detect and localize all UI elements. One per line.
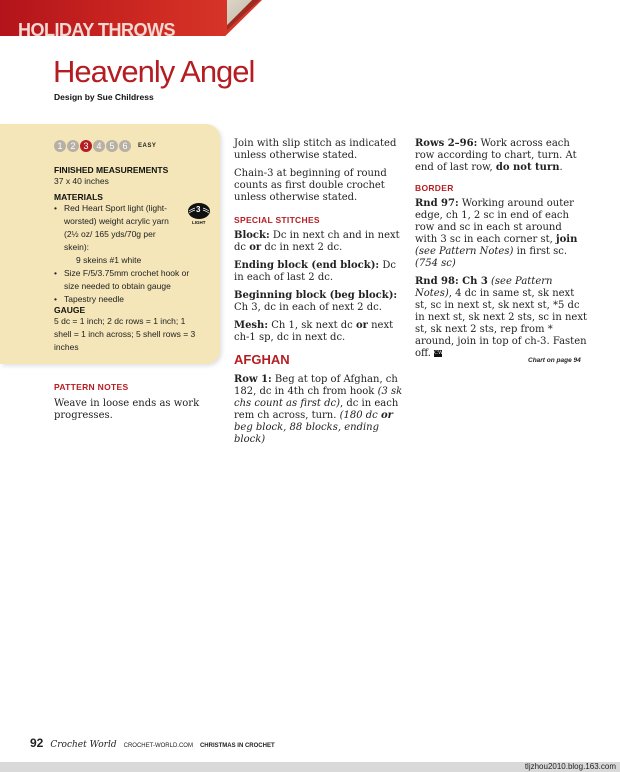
pattern-notes-heading: PATTERN NOTES	[54, 382, 129, 392]
chart-reference-link[interactable]: Chart on page 94	[528, 357, 581, 364]
row-term: Row 1:	[234, 374, 272, 385]
magazine-name: Crochet World	[50, 740, 117, 750]
stitch-or: or	[355, 320, 368, 331]
end-of-pattern-icon: CW	[434, 350, 444, 356]
row-italic: (3 sk chs count as first dc)	[234, 386, 403, 409]
page-number: 92	[30, 736, 44, 750]
stitch-text: Ch 1, sk next dc	[271, 320, 353, 331]
row-count: beg block, 88 blocks, ending block)	[234, 422, 380, 445]
skill-level-5: 5	[106, 140, 118, 152]
watermark: tljzhou2010.blog.163.com	[524, 762, 616, 771]
row-count: (180 dc	[339, 410, 378, 421]
stitch-or: or	[249, 242, 262, 253]
page-footer	[30, 736, 275, 750]
pattern-title: Heavenly Angel	[53, 54, 255, 89]
yarn-weight-icon	[186, 202, 212, 226]
gauge-heading: GAUGE	[54, 305, 86, 315]
skill-level-label: EASY	[138, 143, 157, 149]
skill-level-1: 1	[54, 140, 66, 152]
materials-sub-item: 9 skeins #1 white	[76, 255, 142, 265]
skill-level-6: 6	[119, 140, 131, 152]
skill-level-3-selected: 3	[80, 140, 92, 152]
pattern-notes-text: Weave in loose ends as work progresses.	[54, 398, 200, 421]
rnd-98-instructions	[415, 276, 587, 360]
row-term: Rows 2–96:	[415, 138, 478, 149]
materials-item-text: Red Heart Sport light (light-worsted) weight acrylic yarn (2½ oz/ 165 yds/70g per skein):	[64, 203, 169, 252]
gauge-text: 5 dc = 1 inch; 2 dc rows = 1 inch; 1 shell = 1 inch across; 5 shell rows = 3 inches	[54, 316, 196, 352]
row-italic: (see Pattern Notes)	[415, 246, 514, 257]
row-italic: (see Pattern Notes)	[415, 276, 553, 299]
intro-paragraph: Chain-3 at beginning of round counts as first double crochet unless otherwise stated.	[234, 168, 387, 203]
skill-level-4: 4	[93, 140, 105, 152]
rows-2-96-instructions	[415, 138, 587, 174]
stitch-term: Beginning block (beg block):	[234, 290, 398, 301]
instructions-column-2	[234, 138, 406, 452]
special-stitches-heading: SPECIAL STITCHES	[234, 215, 320, 225]
row-text: Beg at top of Afghan, ch 182, dc in 4th ch from hook	[234, 374, 398, 397]
finished-heading: FINISHED MEASUREMENTS	[54, 165, 169, 175]
stitch-definition-beginning-block	[234, 290, 406, 314]
row-emphasis: do not turn	[495, 162, 560, 173]
stitch-definition-mesh	[234, 320, 406, 344]
afghan-heading: AFGHAN	[234, 352, 290, 367]
finished-value: 37 x 40 inches	[54, 176, 109, 186]
materials-item	[54, 202, 202, 267]
intro-paragraph: Join with slip stitch as indicated unless otherwise stated.	[234, 138, 397, 161]
row-emphasis: join	[556, 234, 578, 245]
stitch-text: Dc in next ch and in next dc	[234, 230, 400, 253]
designer-byline: Design by Sue Childress	[54, 92, 154, 102]
row-text: in first sc.	[516, 246, 568, 257]
stitch-text: Ch 3, dc in each of next 2 dc.	[234, 302, 382, 313]
stitch-term: Ending block (end block):	[234, 260, 380, 271]
gauge-block	[54, 305, 204, 354]
stitch-text: dc in next 2 dc.	[264, 242, 343, 253]
border-heading: BORDER	[415, 183, 454, 193]
skill-level-indicator	[54, 140, 156, 152]
section-label: HOLIDAY THROWS	[18, 20, 176, 40]
instructions-column-3	[415, 138, 587, 366]
materials-item: • Size F/5/3.75mm crochet hook or size needed to obtain gauge	[54, 267, 202, 293]
row-text: Work across each row according to chart, turn. At end of last row,	[415, 138, 577, 173]
yarn-weight-label: LIGHT	[192, 220, 206, 225]
row-term: Rnd 97:	[415, 198, 459, 209]
stitch-term: Block:	[234, 230, 270, 241]
stitch-text: next ch-1 sp, dc in next dc.	[234, 320, 394, 343]
materials-block	[54, 192, 202, 306]
row-text: .	[559, 162, 563, 173]
row-text: , dc in each rem ch across, turn.	[234, 398, 399, 421]
rnd-97-instructions	[415, 198, 587, 270]
stitch-definition-block	[234, 230, 406, 254]
row-term: Rnd 98: Ch 3	[415, 276, 488, 287]
stitch-text: Dc in each of last 2 dc.	[234, 260, 396, 283]
issue-section: CHRISTMAS IN CROCHET	[199, 743, 275, 749]
materials-item: • Tapestry needle	[54, 293, 202, 306]
yarn-weight-number: 3	[196, 205, 201, 214]
stitch-term: Mesh:	[234, 320, 269, 331]
row-count-or: or	[380, 410, 393, 421]
row-text: , 4 dc in same st, sk next st, sc in next st, sk next st, *5 dc in next st, sk next 2 sts, sc in next st, sk next 2 sts, rep from * around, join in top of ch-3. Fasten off.	[415, 288, 588, 359]
skill-level-2: 2	[67, 140, 79, 152]
row-text: Working around outer edge, ch 1, 2 sc in end of each row and sc in each st around with 3 sc in each corner st,	[415, 198, 574, 245]
pattern-notes	[54, 382, 214, 422]
stitch-definition-ending-block	[234, 260, 406, 284]
finished-measurements	[54, 165, 204, 188]
magazine-url[interactable]: CROCHET-WORLD.COM	[123, 743, 193, 749]
row-count: (754 sc)	[415, 258, 456, 269]
materials-list	[54, 202, 202, 306]
row-1-instructions	[234, 374, 406, 446]
materials-heading: MATERIALS	[54, 192, 103, 202]
